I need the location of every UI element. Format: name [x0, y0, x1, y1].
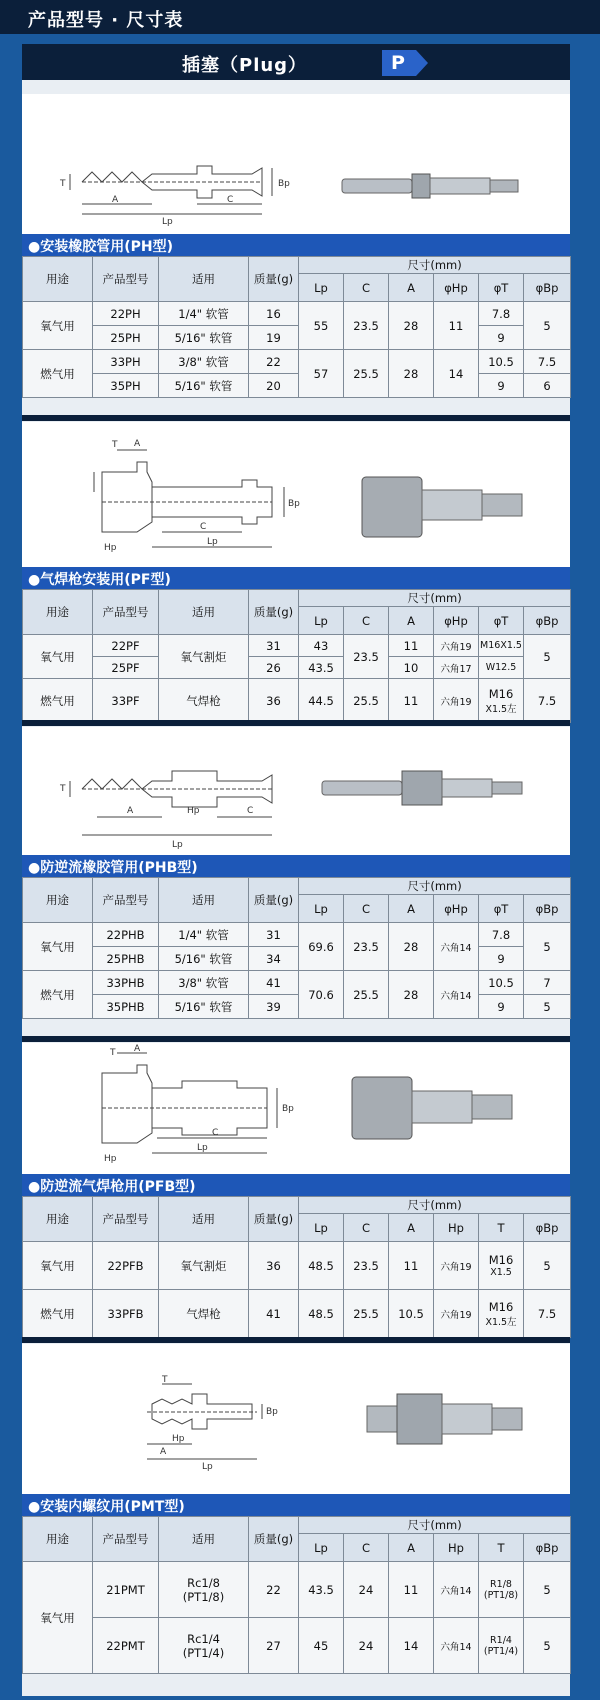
cell-text: (PT1/4): [483, 1645, 519, 1657]
dimension-label: C: [247, 806, 254, 816]
dimension-label: Bp: [288, 499, 300, 509]
ph-section-header: ●安装橡胶管用(PH型): [22, 234, 570, 256]
table-cell: 44.5: [299, 679, 344, 723]
cell-text: R1/8: [490, 1578, 512, 1590]
table-cell: W12.5: [479, 657, 524, 679]
table-cell: 43.5: [299, 1562, 344, 1618]
column-header: 产品型号: [93, 590, 159, 635]
table-cell: M16X1.5: [479, 635, 524, 657]
table-cell: 33PH: [93, 350, 159, 374]
dimension-label: A: [160, 1447, 167, 1457]
column-header: 适用: [159, 257, 249, 302]
table-cell: 25PH: [93, 326, 159, 350]
column-header: Hp: [434, 1534, 479, 1562]
table-cell: [479, 1618, 524, 1674]
table-row: [23, 947, 571, 971]
table-row: [23, 657, 571, 679]
dimension-label: Hp: [104, 543, 117, 553]
section-divider: [22, 415, 570, 421]
column-header: φHp: [434, 607, 479, 635]
table-row: [23, 635, 571, 657]
table-cell: 5/16" 软管: [159, 995, 249, 1019]
table-cell: 14: [434, 350, 479, 398]
section-divider: [22, 720, 570, 726]
table-cell: 25PHB: [93, 947, 159, 971]
column-header: 适用: [159, 878, 249, 923]
column-header: 质量(g): [249, 878, 299, 923]
pfb-drawing: [22, 1043, 570, 1174]
dimension-label: T: [162, 1375, 168, 1385]
table-cell: [479, 679, 524, 723]
table-cell: 20: [249, 374, 299, 398]
table-cell: 6: [524, 374, 571, 398]
column-header: 用途: [23, 1517, 93, 1562]
table-cell: 氧气用: [23, 302, 93, 350]
column-header: C: [344, 1214, 389, 1242]
table-cell: 10.5: [479, 350, 524, 374]
dimension-label: T: [60, 784, 66, 794]
cell-text: M16: [488, 686, 514, 701]
column-header: 适用: [159, 1517, 249, 1562]
column-header: C: [344, 895, 389, 923]
table-cell: 33PFB: [93, 1290, 159, 1338]
dimension-label: C: [212, 1128, 219, 1138]
table-cell: 22PF: [93, 635, 159, 657]
table-cell: 9: [479, 995, 524, 1019]
table-cell: 45: [299, 1618, 344, 1674]
ph-drawing: [22, 94, 570, 234]
table-cell: 35PHB: [93, 995, 159, 1019]
table-cell: 7.5: [524, 679, 571, 723]
dimension-label: A: [134, 1044, 141, 1054]
table-cell: 5: [524, 1562, 571, 1618]
dimension-label: Lp: [172, 840, 183, 850]
ph-table: [22, 256, 571, 398]
column-header: 用途: [23, 590, 93, 635]
column-header: φT: [479, 895, 524, 923]
table-cell: 33PF: [93, 679, 159, 723]
column-header: 质量(g): [249, 1197, 299, 1242]
column-header: 产品型号: [93, 1197, 159, 1242]
section-divider: [22, 1036, 570, 1042]
dimension-label: T: [110, 1048, 116, 1058]
phb-table: [22, 877, 571, 1019]
table-cell: [159, 1562, 249, 1618]
pf-drawing: [22, 422, 570, 567]
table-cell: 10.5: [389, 1290, 434, 1338]
column-header: φT: [479, 274, 524, 302]
table-cell: 22PFB: [93, 1242, 159, 1290]
table-cell: 41: [249, 971, 299, 995]
column-header: φBp: [524, 1214, 571, 1242]
table-cell: 氧气用: [23, 923, 93, 971]
table-row: [23, 374, 571, 398]
column-header: A: [389, 274, 434, 302]
dimension-label: Bp: [266, 1407, 278, 1417]
column-header: 质量(g): [249, 1517, 299, 1562]
table-cell: 57: [299, 350, 344, 398]
table-cell: 36: [249, 679, 299, 723]
column-header: 尺寸(mm): [299, 1197, 571, 1214]
table-cell: 11: [389, 635, 434, 657]
column-header: 用途: [23, 878, 93, 923]
column-header: C: [344, 607, 389, 635]
column-header: 质量(g): [249, 257, 299, 302]
column-header: T: [479, 1534, 524, 1562]
table-cell: 氧气割炬: [159, 1242, 249, 1290]
table-cell: 25PF: [93, 657, 159, 679]
column-header: Lp: [299, 274, 344, 302]
plug-panel: [22, 44, 570, 1696]
table-cell: 48.5: [299, 1242, 344, 1290]
table-row: [23, 1562, 571, 1618]
table-cell: 28: [389, 350, 434, 398]
column-header: C: [344, 1534, 389, 1562]
column-header: Lp: [299, 895, 344, 923]
table-cell: 16: [249, 302, 299, 326]
table-cell: 22PH: [93, 302, 159, 326]
table-cell: 5: [524, 995, 571, 1019]
column-header: A: [389, 1214, 434, 1242]
table-cell: 六角14: [434, 971, 479, 1019]
column-header: φHp: [434, 895, 479, 923]
table-cell: 22PMT: [93, 1618, 159, 1674]
table-cell: 5: [524, 1242, 571, 1290]
column-header: Lp: [299, 1214, 344, 1242]
cell-text: M16: [488, 1299, 514, 1314]
column-header: φBp: [524, 895, 571, 923]
table-cell: 六角19: [434, 635, 479, 657]
table-cell: 9: [479, 947, 524, 971]
dimension-label: Lp: [197, 1143, 208, 1153]
column-header: φHp: [434, 274, 479, 302]
cell-text: R1/4: [490, 1634, 512, 1646]
column-header: φBp: [524, 1534, 571, 1562]
table-cell: [479, 1562, 524, 1618]
table-cell: 5: [524, 635, 571, 679]
table-cell: 43: [299, 635, 344, 657]
pfb-table: [22, 1196, 571, 1338]
cell-text: M16: [488, 1253, 514, 1267]
table-cell: 31: [249, 923, 299, 947]
column-header: C: [344, 274, 389, 302]
section-divider: [22, 1337, 570, 1343]
table-cell: [159, 1618, 249, 1674]
dimension-label: Lp: [162, 217, 173, 227]
table-cell: 9: [479, 326, 524, 350]
column-header: 适用: [159, 590, 249, 635]
phb-diagram: [22, 727, 570, 855]
dimension-label: Lp: [207, 537, 218, 547]
column-header: 用途: [23, 257, 93, 302]
table-row: [23, 923, 571, 947]
cell-text: Rc1/8: [187, 1575, 220, 1590]
table-cell: 5/16" 软管: [159, 326, 249, 350]
column-header: 产品型号: [93, 257, 159, 302]
table-cell: 9: [479, 374, 524, 398]
table-cell: 31: [249, 635, 299, 657]
column-header: A: [389, 1534, 434, 1562]
table-cell: 5: [524, 1618, 571, 1674]
table-cell: 六角14: [434, 1562, 479, 1618]
dimension-label: A: [112, 195, 119, 205]
column-header: 用途: [23, 1197, 93, 1242]
table-cell: 27: [249, 1618, 299, 1674]
pmt-table: [22, 1516, 571, 1674]
cell-text: X1.5左: [485, 1316, 517, 1328]
table-cell: 5: [524, 302, 571, 350]
table-cell: 41: [249, 1290, 299, 1338]
table-cell: 氧气用: [23, 635, 93, 679]
table-cell: 34: [249, 947, 299, 971]
column-header: φBp: [524, 607, 571, 635]
table-cell: 11: [434, 302, 479, 350]
table-cell: 7.5: [524, 1290, 571, 1338]
table-cell: 7.5: [524, 350, 571, 374]
table-cell: 55: [299, 302, 344, 350]
table-cell: 六角19: [434, 1242, 479, 1290]
dimension-label: Bp: [282, 1104, 294, 1114]
dimension-label: Hp: [172, 1434, 185, 1444]
column-header: φT: [479, 607, 524, 635]
pmt-section-header: ●安装内螺纹用(PMT型): [22, 1494, 570, 1516]
cell-text: Rc1/4: [187, 1631, 220, 1646]
table-cell: 69.6: [299, 923, 344, 971]
table-cell: 48.5: [299, 1290, 344, 1338]
column-header: 尺寸(mm): [299, 1517, 571, 1534]
table-cell: 11: [389, 679, 434, 723]
table-cell: [479, 1290, 524, 1338]
table-cell: 3/8" 软管: [159, 971, 249, 995]
table-cell: 5/16" 软管: [159, 947, 249, 971]
table-row: [23, 326, 571, 350]
table-cell: 六角14: [434, 923, 479, 971]
dimension-label: T: [60, 179, 66, 189]
pfb-diagram: [22, 1043, 570, 1174]
pfb-photo: [352, 1077, 512, 1139]
column-header: 产品型号: [93, 878, 159, 923]
table-cell: 23.5: [344, 302, 389, 350]
table-cell: 3/8" 软管: [159, 350, 249, 374]
cell-text: X1.5左: [485, 703, 517, 715]
dimension-label: C: [200, 522, 207, 532]
table-cell: 7.8: [479, 302, 524, 326]
table-cell: 25.5: [344, 679, 389, 723]
pf-section-header: ●气焊枪安装用(PF型): [22, 567, 570, 589]
column-header: Lp: [299, 607, 344, 635]
dimension-label: A: [127, 806, 134, 816]
pf-table: [22, 589, 571, 723]
phb-drawing: [22, 727, 570, 855]
table-cell: 25.5: [344, 350, 389, 398]
table-row: [23, 971, 571, 995]
table-cell: 7.8: [479, 923, 524, 947]
pf-diagram: [22, 422, 570, 567]
ph-diagram: [22, 94, 570, 234]
table-cell: 36: [249, 1242, 299, 1290]
table-row: [23, 1242, 571, 1290]
table-cell: 氧气用: [23, 1242, 93, 1290]
table-cell: 70.6: [299, 971, 344, 1019]
table-cell: 25.5: [344, 971, 389, 1019]
table-cell: 燃气用: [23, 679, 93, 723]
ph-photo: [342, 174, 518, 198]
pmt-photo: [367, 1394, 522, 1444]
table-cell: 28: [389, 971, 434, 1019]
table-cell: 22: [249, 1562, 299, 1618]
dimension-label: C: [227, 195, 234, 205]
column-header: 尺寸(mm): [299, 257, 571, 274]
dimension-label: Lp: [202, 1462, 213, 1472]
table-cell: 燃气用: [23, 350, 93, 398]
table-cell: [479, 1242, 524, 1290]
pmt-diagram: [22, 1344, 570, 1494]
table-cell: 气焊枪: [159, 679, 249, 723]
column-header: 质量(g): [249, 590, 299, 635]
column-header: Hp: [434, 1214, 479, 1242]
table-cell: 5/16" 软管: [159, 374, 249, 398]
table-cell: 19: [249, 326, 299, 350]
table-cell: 气焊枪: [159, 1290, 249, 1338]
column-header: A: [389, 607, 434, 635]
table-cell: 六角19: [434, 1290, 479, 1338]
table-cell: 燃气用: [23, 1290, 93, 1338]
page-header-title: 产品型号 · 尺寸表: [28, 10, 184, 31]
table-cell: 23.5: [344, 635, 389, 679]
table-cell: 1/4" 软管: [159, 923, 249, 947]
table-cell: 六角14: [434, 1618, 479, 1674]
table-row: [23, 995, 571, 1019]
pf-photo: [362, 477, 522, 537]
column-header: T: [479, 1214, 524, 1242]
panel-titlebar: [22, 44, 570, 80]
table-cell: 1/4" 软管: [159, 302, 249, 326]
p-badge-icon: P: [382, 50, 428, 76]
panel-title: 插塞（Plug）: [182, 55, 308, 76]
table-row: [23, 679, 571, 723]
table-cell: 7: [524, 971, 571, 995]
table-cell: 28: [389, 302, 434, 350]
column-header: A: [389, 895, 434, 923]
table-cell: 43.5: [299, 657, 344, 679]
table-cell: 28: [389, 923, 434, 971]
table-cell: 11: [389, 1562, 434, 1618]
dimension-label: Bp: [278, 179, 290, 189]
column-header: 产品型号: [93, 1517, 159, 1562]
table-cell: 25.5: [344, 1290, 389, 1338]
pfb-section-header: ●防逆流气焊枪用(PFB型): [22, 1174, 570, 1196]
table-cell: 10: [389, 657, 434, 679]
table-cell: 23.5: [344, 1242, 389, 1290]
cell-text: X1.5: [490, 1267, 512, 1278]
page-header: [0, 0, 600, 34]
table-cell: 六角17: [434, 657, 479, 679]
table-cell: 六角19: [434, 679, 479, 723]
table-cell: 22: [249, 350, 299, 374]
column-header: φBp: [524, 274, 571, 302]
table-cell: 氧气割炬: [159, 635, 249, 679]
table-cell: 26: [249, 657, 299, 679]
table-cell: 24: [344, 1618, 389, 1674]
dimension-label: T: [112, 440, 118, 450]
column-header: 适用: [159, 1197, 249, 1242]
pmt-drawing: [22, 1344, 570, 1494]
table-cell: 33PHB: [93, 971, 159, 995]
column-header: 尺寸(mm): [299, 590, 571, 607]
cell-text: (PT1/4): [182, 1645, 225, 1660]
phb-section-header: ●防逆流橡胶管用(PHB型): [22, 855, 570, 877]
table-cell: 14: [389, 1618, 434, 1674]
table-cell: 24: [344, 1562, 389, 1618]
dimension-label: Hp: [104, 1154, 117, 1164]
dimension-label: A: [134, 439, 141, 449]
table-cell: 23.5: [344, 923, 389, 971]
table-cell: 22PHB: [93, 923, 159, 947]
column-header: 尺寸(mm): [299, 878, 571, 895]
table-row: [23, 302, 571, 326]
table-cell: 39: [249, 995, 299, 1019]
table-row: [23, 350, 571, 374]
cell-text: (PT1/8): [182, 1589, 225, 1604]
table-cell: 5: [524, 923, 571, 971]
table-cell: 燃气用: [23, 971, 93, 1019]
table-cell: 21PMT: [93, 1562, 159, 1618]
table-cell: 11: [389, 1242, 434, 1290]
table-cell: 氧气用: [23, 1562, 93, 1674]
column-header: Lp: [299, 1534, 344, 1562]
cell-text: (PT1/8): [483, 1589, 519, 1601]
table-cell: 10.5: [479, 971, 524, 995]
table-row: [23, 1290, 571, 1338]
phb-photo: [322, 771, 522, 805]
table-cell: 35PH: [93, 374, 159, 398]
dimension-label: Hp: [187, 806, 200, 816]
table-row: [23, 1618, 571, 1674]
